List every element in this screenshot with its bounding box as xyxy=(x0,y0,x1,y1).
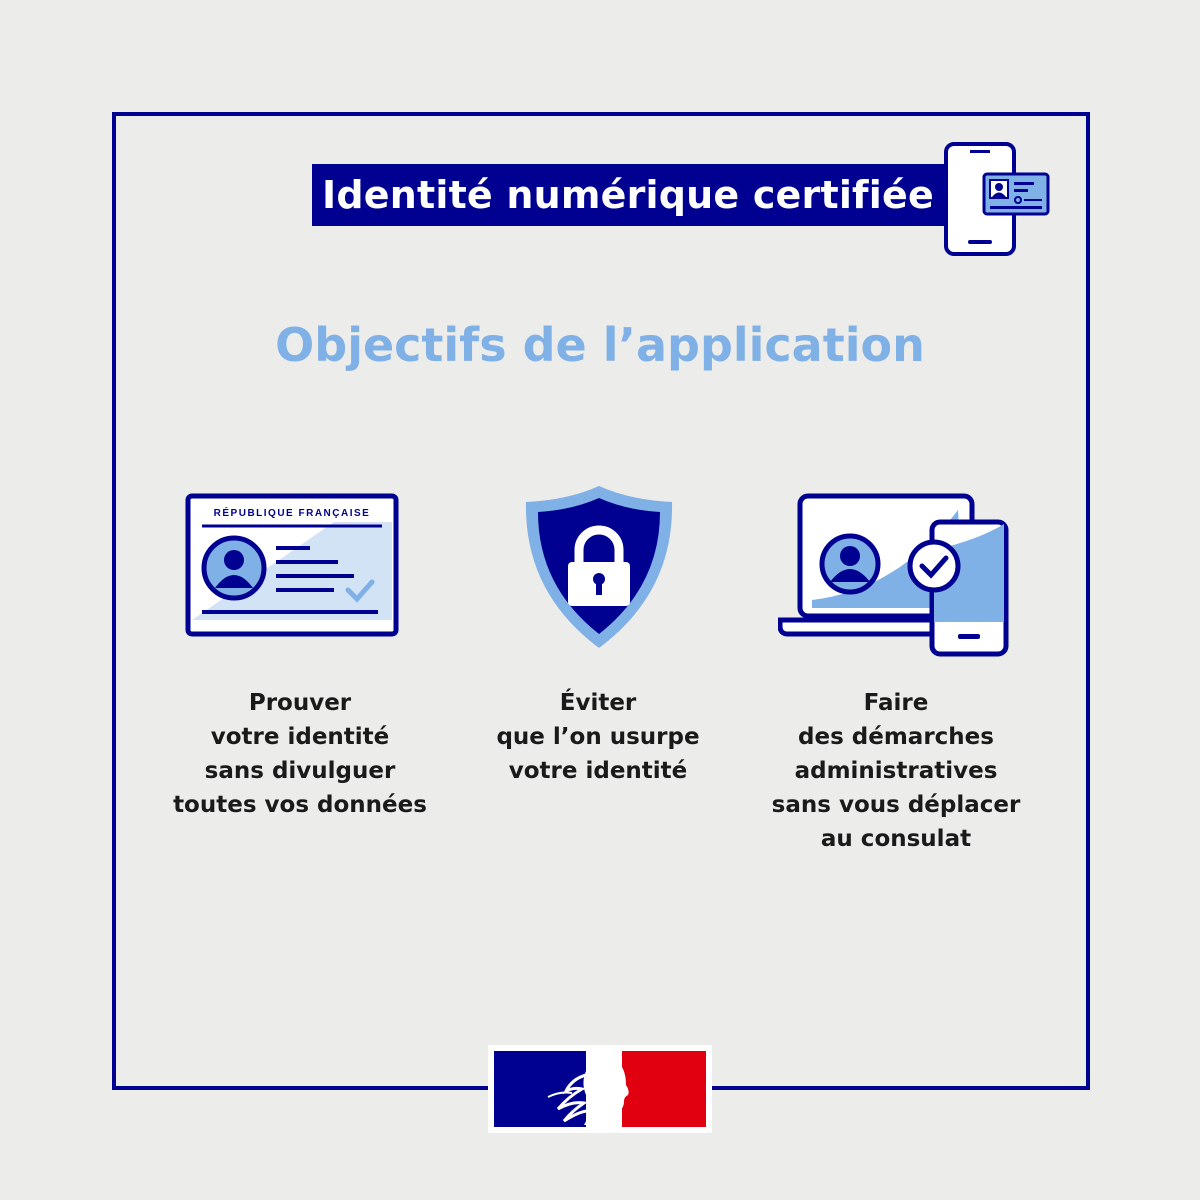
laptop-phone-check-icon xyxy=(778,490,1014,660)
phone-id-card-icon xyxy=(938,140,1058,260)
caption-administrative-steps: Faire des démarches administratives sans vous déplacer au consulat xyxy=(771,690,1021,852)
card-label: RÉPUBLIQUE FRANÇAISE xyxy=(213,508,371,519)
page-title: Identité numérique certifiée xyxy=(312,164,944,226)
marianne-logo-icon xyxy=(488,1045,712,1133)
caption-prove-identity: Prouver votre identité sans divulguer toutes vos données xyxy=(173,690,427,818)
section-title: Objectifs de l’application xyxy=(275,318,925,372)
id-card-icon xyxy=(184,492,400,640)
republique-francaise-logo xyxy=(488,1045,712,1133)
shield-lock-icon xyxy=(520,482,678,652)
caption-avoid-usurpation: Éviter que l’on usurpe votre identité xyxy=(496,690,700,784)
